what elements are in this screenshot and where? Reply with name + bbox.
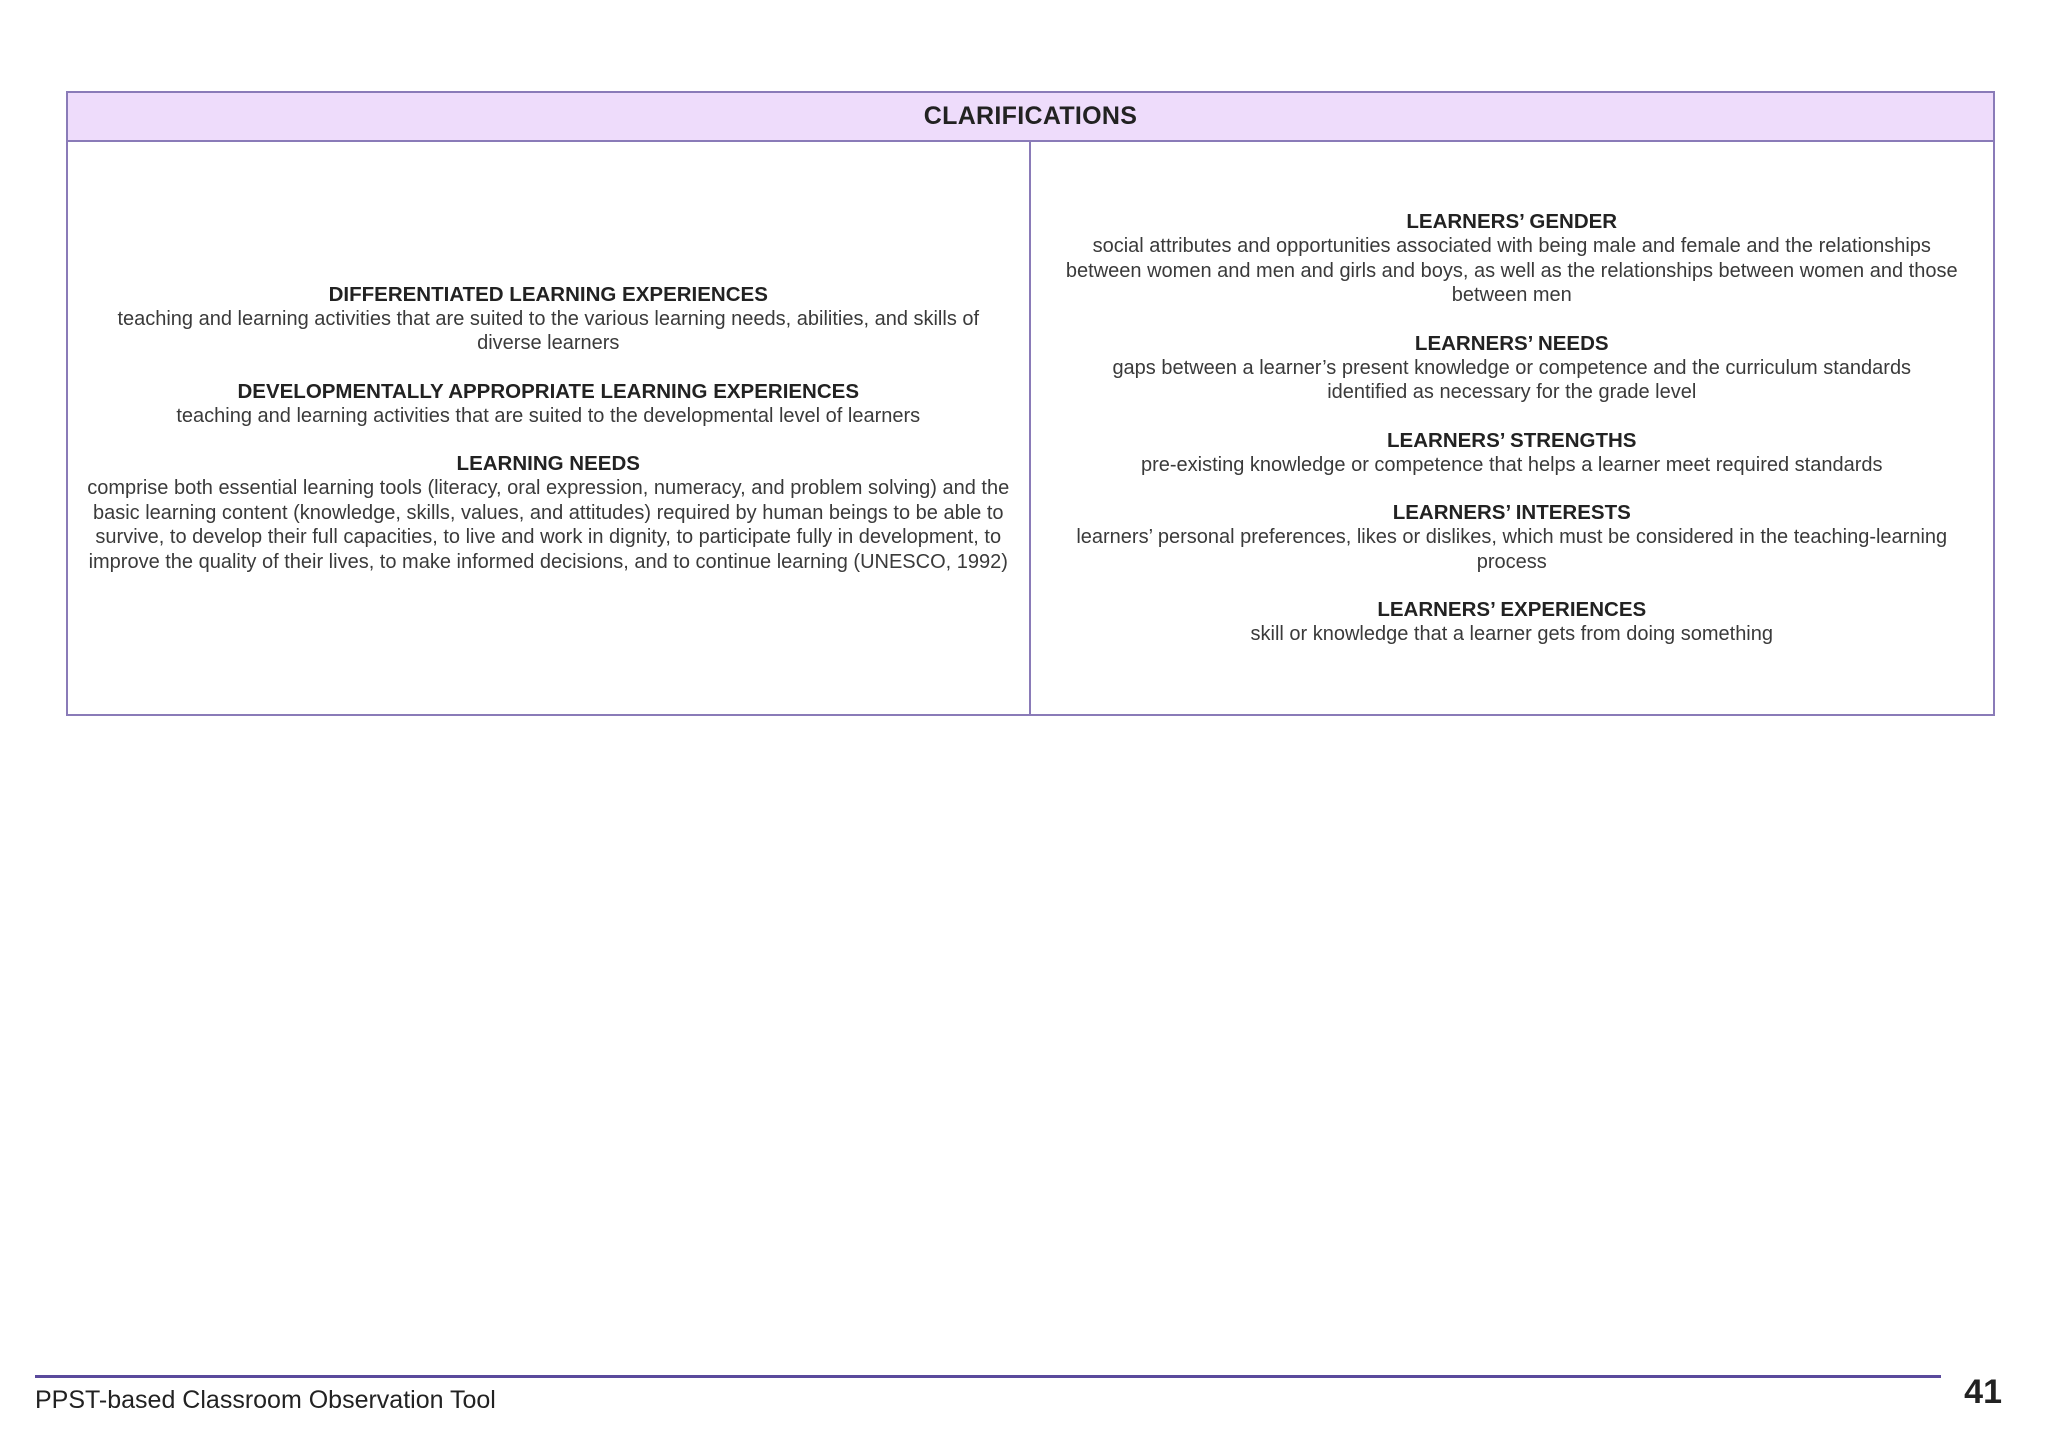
term-learners-interests: LEARNERS’ INTERESTS	[1392, 501, 1631, 525]
table-header: CLARIFICATIONS	[68, 93, 1993, 142]
definition-entry	[1141, 428, 1883, 478]
clarifications-table	[66, 91, 1995, 716]
definition-entry	[1047, 500, 1978, 574]
page-number: 41	[1964, 1373, 2002, 1411]
term-learners-experiences: LEARNERS’ EXPERIENCES	[1377, 598, 1647, 622]
footer-divider	[35, 1375, 1941, 1378]
definition-text: skill or knowledge that a learner gets from doing something	[1250, 623, 1773, 646]
definition-entry	[84, 451, 1013, 574]
definition-entry	[1047, 209, 1978, 308]
left-column	[68, 142, 1031, 714]
definition-entry	[1251, 597, 1774, 647]
term-learners-gender: LEARNERS’ GENDER	[1406, 210, 1618, 234]
definition-text: learners’ personal preferences, likes or dislikes, which must be considered in the teaching-learning process	[1076, 526, 1948, 573]
term-developmentally-appropriate-learning-experiences: DEVELOPMENTALLY APPROPRIATE LEARNING EXPERIENCES	[237, 379, 860, 403]
term-learning-needs: LEARNING NEEDS	[456, 452, 640, 476]
definition-entry	[176, 379, 920, 429]
definition-text: teaching and learning activities that are suited to the developmental level of learners	[176, 404, 921, 427]
definition-text: teaching and learning activities that are suited to the various learning needs, abilities, and skills of diverse learners	[117, 307, 980, 355]
definition-text: social attributes and opportunities associated with being male and female and the relationships between women and men and girls and boys, as well as the relationships between women and those between men	[1065, 235, 1958, 307]
table-body	[68, 142, 1993, 714]
definition-entry	[84, 282, 1013, 356]
right-column	[1031, 142, 1994, 714]
definition-text: pre-existing knowledge or competence that helps a learner meet required standards	[1140, 453, 1883, 476]
term-learners-strengths: LEARNERS’ STRENGTHS	[1387, 428, 1637, 452]
definition-text: comprise both essential learning tools (literacy, oral expression, numeracy, and problem solving) and the basic learning content (knowledge, skills, values, and attitudes) required by human beings to be able to survive, to develop their full capacities, to live and work in dignity, to participate fully in development, to improve the quality of their lives, to make informed decisions, and to continue learning (UNESCO, 1992)	[87, 477, 1010, 573]
term-differentiated-learning-experiences: DIFFERENTIATED LEARNING EXPERIENCES	[328, 282, 768, 306]
definition-entry	[1047, 331, 1978, 405]
footer-title: PPST-based Classroom Observation Tool	[35, 1386, 496, 1414]
definition-text: gaps between a learner’s present knowledge or competence and the curriculum standards identified as necessary for the grade level	[1112, 356, 1912, 404]
term-learners-needs: LEARNERS’ NEEDS	[1414, 331, 1609, 355]
